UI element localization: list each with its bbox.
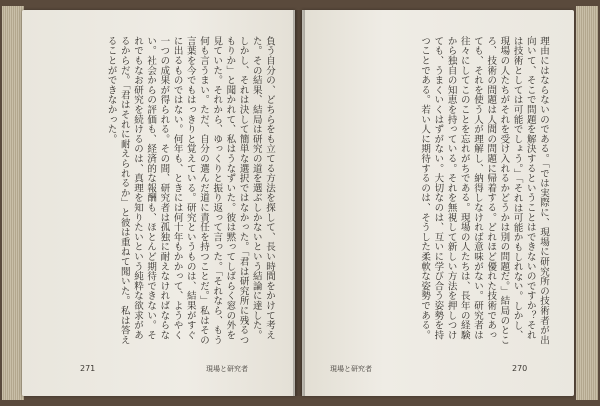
page-block-left — [2, 6, 24, 400]
right-page-text: 理由にはならないのである。「では実際に、現場に研究所の技術者が出向いて、そこで問題を解決するということはできないのですか？それは技術としては可能でしょう。」「それは可能かもしれない。しかし、現場の人たちがそれを受け入れるかどうかは別の問題だ。」結局のところ、技術の問題は人間の問題に帰着する。どれほど優れた技術であっても、それを使う人が理解し、納得しなければ意味がない。研究者は往々にしてこのことを忘れがちである。現場の人たちは、長年の経験から独自の知恵を持っている。それを無視して新しい方法を押しつけても、うまくいくはずがない。大切なのは、互いに学び合う姿勢を持つことである。若い人に期待するのは、そうした柔軟な姿勢である。 — [419, 36, 549, 345]
left-page-number: 271 — [80, 364, 96, 373]
left-page-text: 負う自分の、どちらをも立てる方法を探して、長い時間をかけて考えた。その結果、結局は研究の道を選ぶしかないという結論に達した。しかし、それは決して簡単な選択ではなかった。「君は研究所に残るつもりか」と聞かれて、私はうなずいた。彼は黙ってしばらく窓の外を見ていた。それから、ゆっくりと振り返って言った。「それなら、もう何も言うまい。ただ、自分の選んだ道に責任を持つことだ。」私はその言葉を今でもはっきりと覚えている。研究というものは、結果がすぐに出るものではない。何年も、ときには何十年もかかって、ようやく一つの成果が得られる。その間、研究者は孤独に耐えなければならない。社会からの評価も、経済的な報酬も、ほとんど期待できない。それでもなお研究を続けるのは、真理を知りたいという純粋な欲求があるからだ。「君はそれに耐えられるか」と彼は重ねて聞いた。私は答えることができなかった。 — [105, 36, 275, 345]
right-running-head: 現場と研究者 — [330, 365, 372, 373]
right-page-number: 270 — [512, 364, 528, 373]
page-block-right — [576, 6, 598, 400]
left-running-head: 現場と研究者 — [206, 365, 248, 373]
book-gutter — [293, 10, 305, 396]
